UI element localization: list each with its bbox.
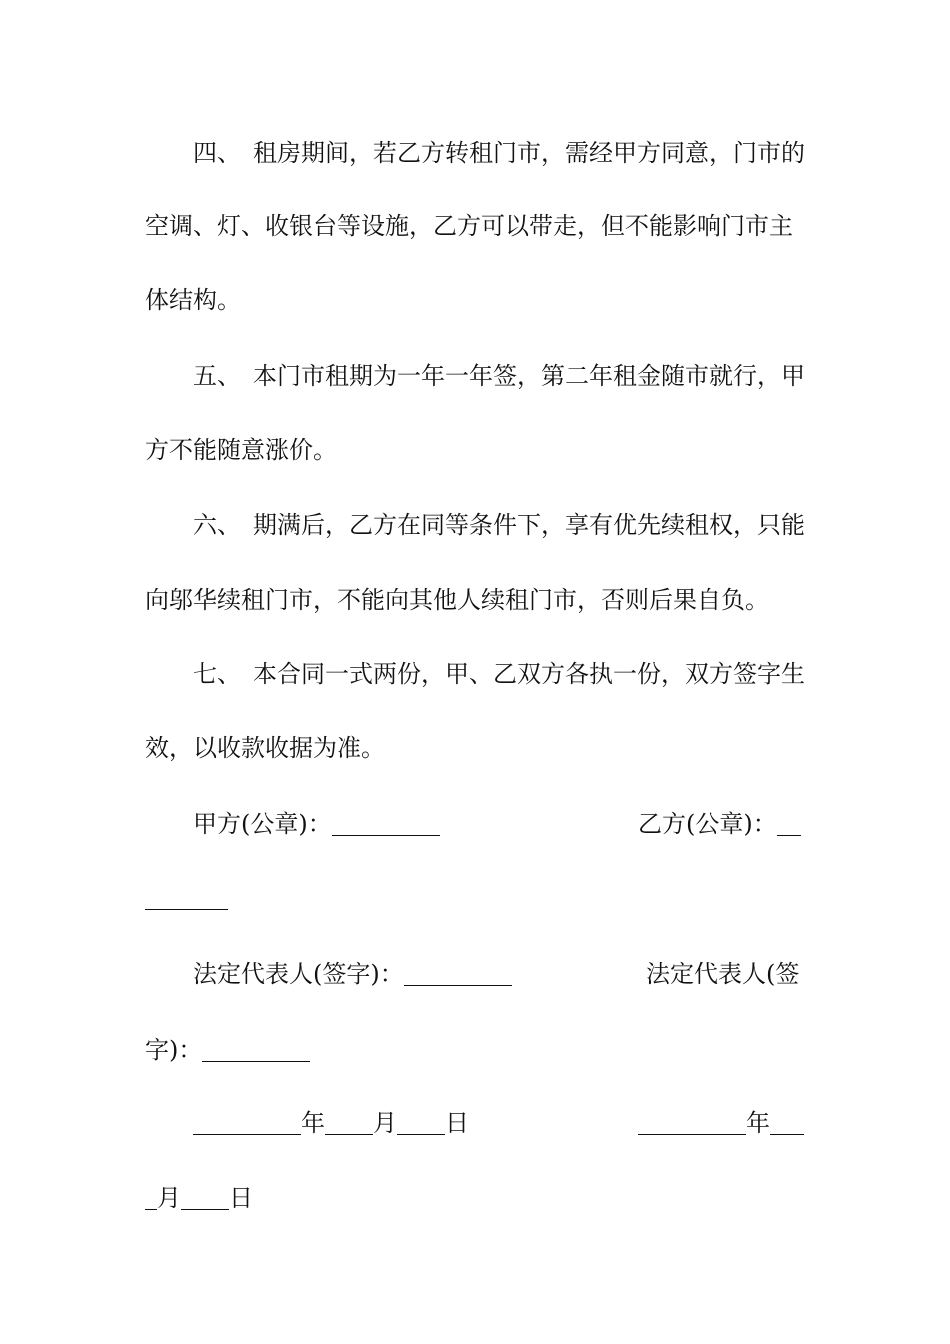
rep-a-line bbox=[193, 954, 512, 994]
clause-5-line-2: 方不能随意涨价。 bbox=[145, 436, 337, 464]
clause-number: 四、 bbox=[193, 139, 241, 167]
clause-4-line-3: 体结构。 bbox=[145, 286, 241, 314]
date-a-month-field[interactable] bbox=[325, 1108, 373, 1135]
clause-number: 五、 bbox=[193, 362, 241, 390]
rep-b-label-part2: 字)： bbox=[145, 1036, 203, 1064]
clause-7-line-1 bbox=[193, 654, 805, 694]
rep-b-continuation bbox=[145, 1030, 310, 1070]
rep-b-label-part1: 法定代表人(签 bbox=[646, 960, 800, 988]
clause-4-line-2: 空调、灯、收银台等设施，乙方可以带走，但不能影响门市主 bbox=[145, 212, 793, 240]
clause-number: 六、 bbox=[193, 511, 241, 539]
clause-7-line-2: 效，以收款收据为准。 bbox=[145, 734, 385, 762]
clause-text: 本门市租期为一年一年签，第二年租金随市就行，甲 bbox=[253, 362, 805, 390]
clause-text: 租房期间，若乙方转租门市，需经甲方同意，门市的 bbox=[253, 139, 805, 167]
party-b-label: 乙方(公章)： bbox=[638, 810, 777, 838]
rep-a-signature-field[interactable] bbox=[404, 959, 512, 986]
clause-4-line-1 bbox=[193, 133, 805, 173]
date-b-day-field[interactable] bbox=[181, 1183, 229, 1210]
year-label: 年 bbox=[301, 1109, 325, 1137]
date-b-continuation bbox=[145, 1178, 253, 1218]
party-b-seal-line bbox=[638, 804, 801, 844]
party-a-seal-field[interactable] bbox=[332, 809, 440, 836]
party-b-seal-continuation bbox=[145, 878, 228, 918]
date-b-month-field-end[interactable] bbox=[145, 1183, 157, 1210]
month-label: 月 bbox=[157, 1184, 181, 1212]
clause-text: 本合同一式两份，甲、乙双方各执一份，双方签字生 bbox=[253, 660, 805, 688]
month-label: 月 bbox=[373, 1109, 397, 1137]
clause-5-line-1 bbox=[193, 356, 805, 396]
clause-6-line-2: 向邬华续租门市，不能向其他人续租门市，否则后果自负。 bbox=[145, 586, 769, 614]
clause-6-line-1 bbox=[193, 505, 805, 545]
day-label: 日 bbox=[445, 1109, 469, 1137]
party-a-seal-line bbox=[193, 804, 440, 844]
rep-b-line bbox=[646, 954, 799, 994]
clause-number: 七、 bbox=[193, 660, 241, 688]
rep-a-label: 法定代表人(签字)： bbox=[193, 960, 404, 988]
date-b-line bbox=[638, 1103, 804, 1143]
day-label: 日 bbox=[229, 1184, 253, 1212]
rep-b-signature-field[interactable] bbox=[202, 1035, 310, 1062]
date-b-year-field[interactable] bbox=[638, 1108, 746, 1135]
clause-text: 期满后，乙方在同等条件下，享有优先续租权，只能 bbox=[253, 511, 805, 539]
date-a-line bbox=[193, 1103, 469, 1143]
year-label: 年 bbox=[746, 1109, 770, 1137]
party-b-seal-field-end[interactable] bbox=[145, 883, 228, 910]
date-b-month-field-start[interactable] bbox=[770, 1108, 804, 1135]
date-a-day-field[interactable] bbox=[397, 1108, 445, 1135]
party-a-label: 甲方(公章)： bbox=[193, 810, 332, 838]
party-b-seal-field-start[interactable] bbox=[777, 809, 801, 836]
date-a-year-field[interactable] bbox=[193, 1108, 301, 1135]
